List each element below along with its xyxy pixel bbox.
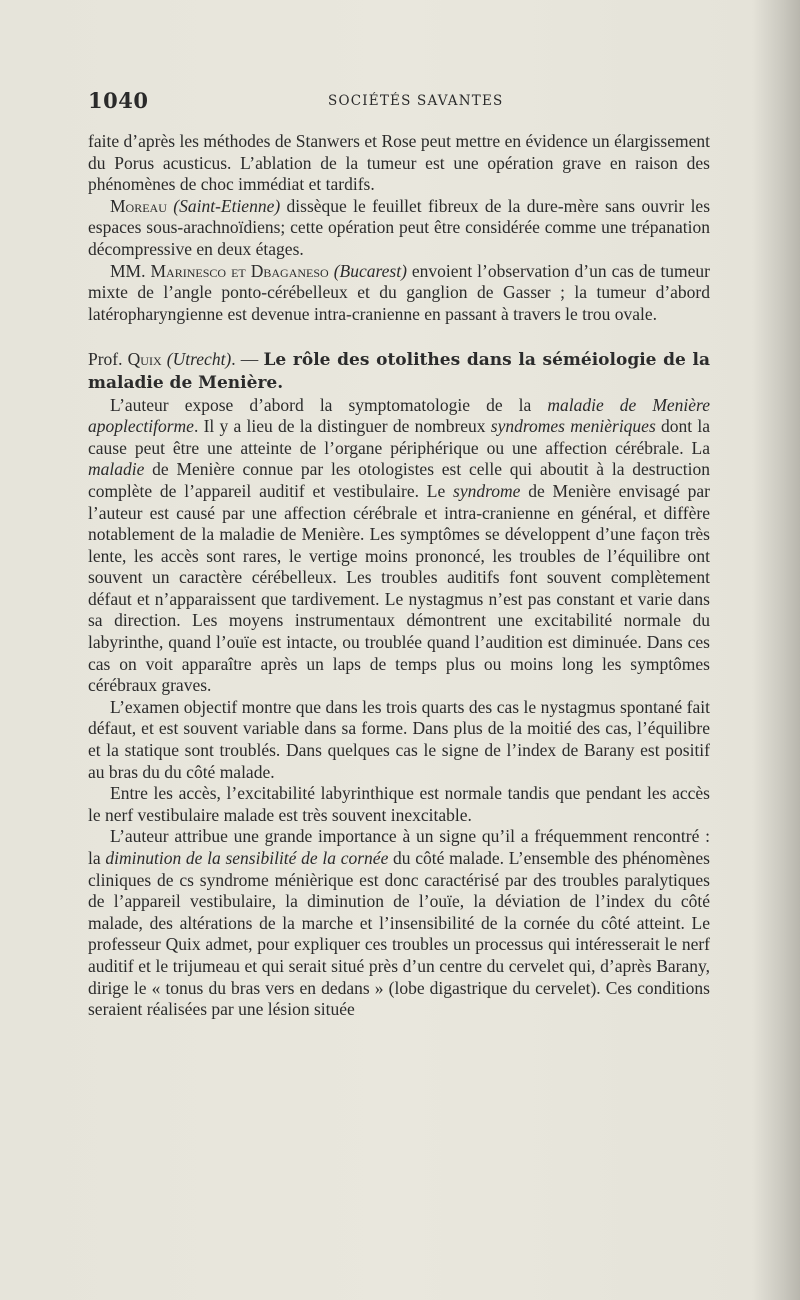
prof-label: Prof. [88, 349, 128, 370]
paragraph-continuation: faite d’après les méthodes de Stanwers et Rose peut mettre en évidence un élargissement du Porus acusticus. L’ablation de la tumeur est une opération grave en raison des phénomènes de choc immédiat et tardifs. [88, 131, 710, 195]
page-header [88, 88, 713, 118]
paragraph-cornee [88, 826, 710, 1020]
text-run: du côté malade. L’ensemble des phénomènes cliniques de cs syndrome ménièrique est donc caractérisé par des troubles paralytiques de l’appareil vestibulaire, la diminution de l’ouïe, la déviation de l’index du côté malade, des altérations de la marche et l’insensibilité de la cornée du côté atteint. Le professeur Quix admet, pour expliquer ces troubles un processus qui intéresserait le nerf auditif et le trijumeau et qui serait situé près d’un centre du cervelet qui, d’après Barany, dirige le « tonus du bras vers en dedans » (lobe digastrique du cervelet). Ces conditions seraient réalisées par une lésion située [88, 848, 710, 1020]
page-number: 1040 [88, 88, 149, 113]
paragraph-text: dissèque le feuillet fibreux de la dure-mère sans ouvrir les espaces sous-arachnoïdiens; cette opération peut être considérée comme une trépanation décompressive en deux étages. [88, 195, 711, 259]
text-run: . Il y a lieu de la distinguer de nombreux [193, 416, 491, 437]
author-place: (Utrecht) [166, 349, 232, 370]
text-run: de Menière connue par les otologistes est celle qui aboutit à la destruction complète de l’appareil auditif et vestibulaire. Le [88, 459, 710, 501]
section-gap [88, 325, 710, 349]
author-place: (Saint-Etienne) [173, 195, 281, 216]
text-run: de Menière envisagé par l’auteur est causé par une affection cérébrale et intra-cranienne en général, et diffère notablement de la maladie de Menière. Les symptômes se développent d’une façon très lente, les accès sont rares, le vertige moins prononcé, les troubles de l’équilibre ont souvent un caractère cérébelleux. Les troubles auditifs font souvent complètement défaut et n’apparaissent que tardivement. Le nystagmus n’est pas constant et varie dans sa direction. Les moyens instrumentaux démontrent une excitabilité normale du labyrinthe, quand l’ouïe est intacte, ou troublée quand l’audition est diminuée. Dans ces cas on voit apparaître après un laps de temps plus ou moins long les symptômes cérébraux graves. [88, 480, 710, 696]
author-name: Quix [127, 349, 162, 370]
italic-run: maladie [88, 459, 145, 480]
article-title: Le rôle des otolithes dans la séméiologie de la maladie de Menière. [88, 350, 711, 393]
italic-run: maladie de Menière apoplectiforme [88, 394, 710, 437]
heading-dash: . — [231, 349, 264, 370]
text-run: L’auteur attribue une grande importance à un signe qu’il a fréquemment rencontré : la [88, 826, 710, 868]
paragraph-prefix: MM. [110, 260, 151, 281]
text-run: L’auteur expose d’abord la symptomatologie de la [110, 394, 548, 415]
italic-run: diminution de la sensibilité de la cornée [105, 848, 389, 868]
italic-run: syndrome [453, 480, 521, 501]
paragraph-acces: Entre les accès, l’excitabilité labyrinthique est normale tandis que pendant les accès le nerf vestibulaire malade est très souvent inexcitable. [88, 783, 710, 825]
paragraph-moreau [88, 196, 710, 261]
running-head: SOCIÉTÉS SAVANTES [328, 93, 504, 109]
text-run: dont la cause peut être une atteinte de l’organe périphérique ou une affection cérébrale. La [88, 416, 710, 458]
article-heading [88, 349, 710, 394]
italic-run: syndromes menièriques [490, 416, 656, 437]
author-names: Marinesco et Dbaganeso [150, 260, 329, 281]
author-place: (Bucarest) [333, 260, 407, 281]
paragraph-examen: L’examen objectif montre que dans les trois quarts des cas le nystagmus spontané fait défaut, et est souvent variable dans sa forme. Dans plus de la moitié des cas, l’équilibre et la statique sont troublés. Dans quelques cas le signe de l’index de Barany est positif au bras du du côté malade. [88, 696, 710, 782]
paragraph-text: envoient l’observation d’un cas de tumeur mixte de l’angle ponto-cérébelleux et du ganglion de Gasser ; la tumeur d’abord latéropharyngienne est devenue intra-cranienne en passant à travers le trou ovale. [88, 260, 711, 324]
body-text [88, 131, 710, 1021]
paragraph-marinesco [88, 261, 710, 326]
author-name: Moreau [110, 195, 167, 216]
paragraph-symptomatologie [88, 395, 710, 697]
